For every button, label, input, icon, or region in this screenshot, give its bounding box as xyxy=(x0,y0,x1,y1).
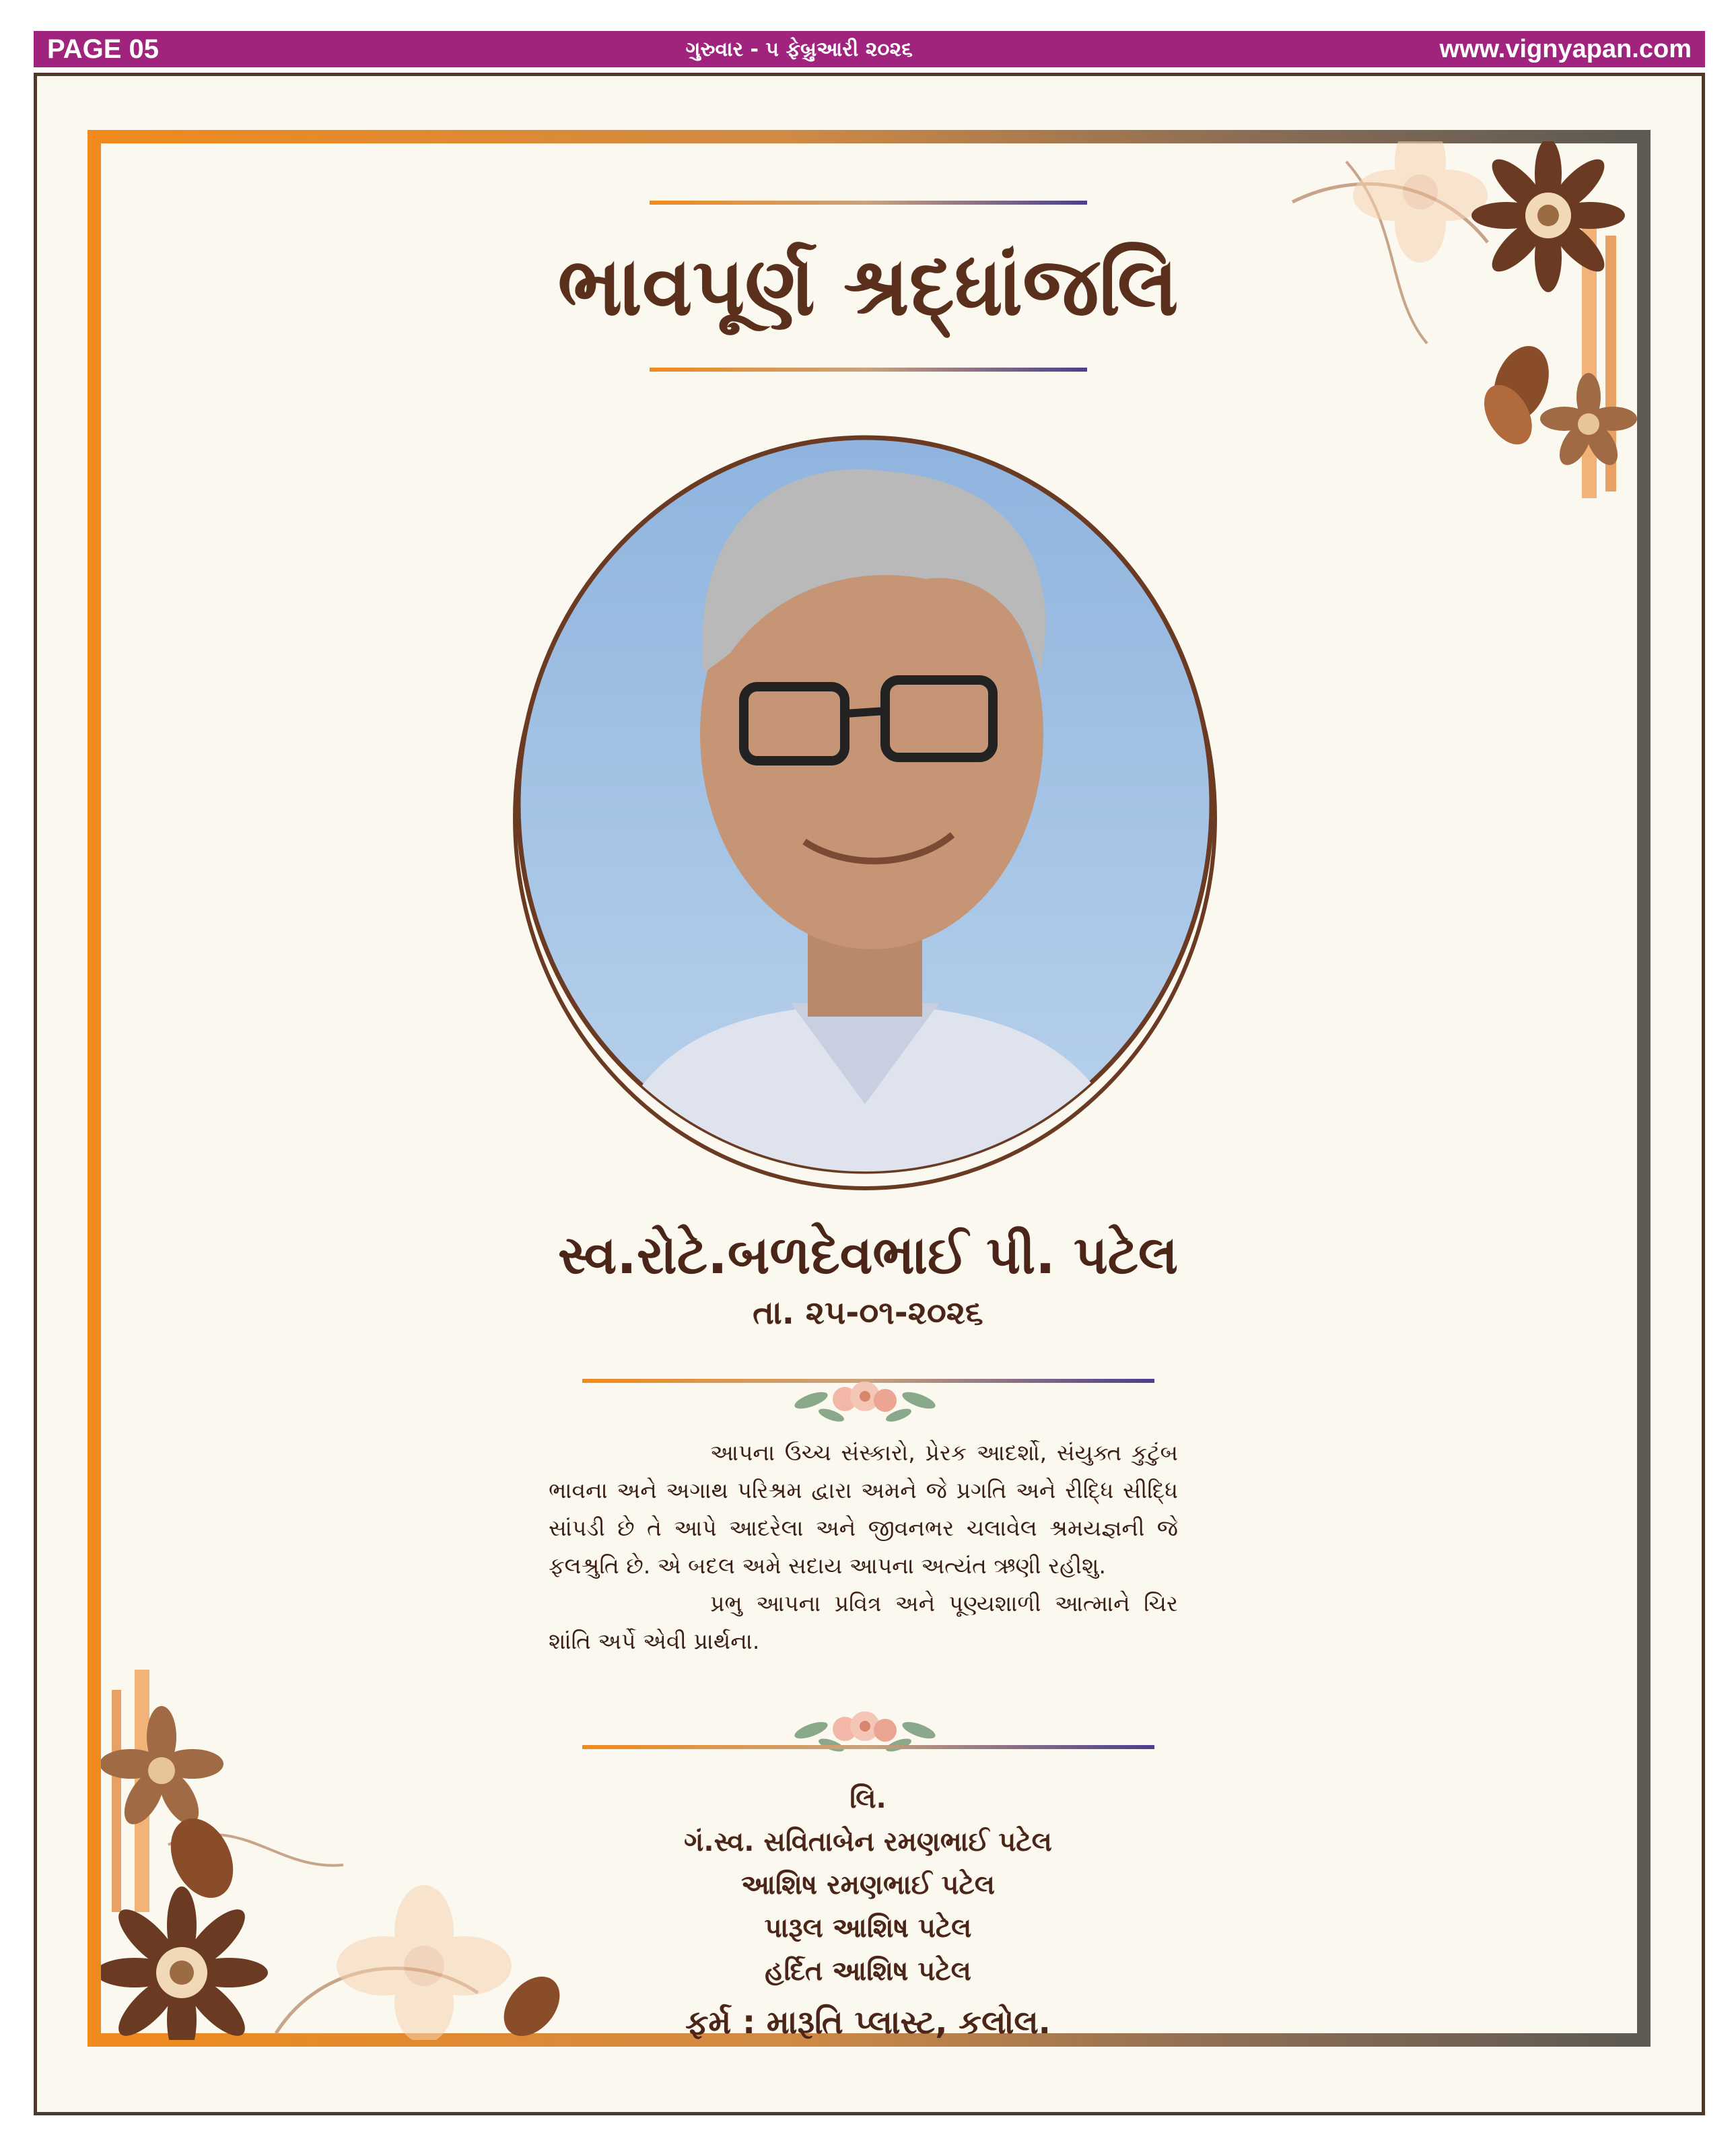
death-date: તા. ૨૫-૦૧-૨૦૨૬ xyxy=(753,1294,983,1332)
signer-name: ગં.સ્વ. સવિતાબેન રમણભાઈ પટેલ xyxy=(684,1827,1052,1858)
title-rule-bottom xyxy=(650,368,1087,372)
signers-heading: લિ. xyxy=(849,1783,887,1814)
deceased-name: સ્વ.રોટે.બળદેવભાઈ પી. પટેલ xyxy=(558,1225,1178,1286)
message-rule-bottom xyxy=(582,1745,1154,1749)
signer-name: હર્દિત આશિષ પટેલ xyxy=(765,1956,971,1987)
header-date: ગુરુવાર - ૫ ફેબ્રુઆરી ૨૦૨૬ xyxy=(685,37,913,61)
condolence-message xyxy=(549,1434,1178,1660)
signer-name: આશિષ રમણભાઈ પટેલ xyxy=(741,1870,995,1901)
firm-name: ફર્મ : મારૂતિ પ્લાસ્ટ, કલોલ. xyxy=(685,2004,1051,2041)
message-paragraph: પ્રભુ આપના પ્રવિત્ર અને પૂણ્યશાળી આત્માને ચિર શાંતિ અર્પે એવી પ્રાર્થના. xyxy=(549,1590,1178,1654)
tribute-title: ભાવપૂર્ણ શ્રદ્ધાંજલિ xyxy=(557,239,1179,334)
message-paragraph: આપના ઉચ્ચ સંસ્કારો, પ્રેરક આદર્શો, સંયુક્ત કુટુંબ ભાવના અને અગાથ પરિશ્રમ દ્વારા અમને જે પ્રગતિ અને રીદ્ધિ સીદ્ધિ સાંપડી છે તે આપે આદરેલા અને જીવનભર ચલાવેલ શ્રમયજ્ઞની જે ફલશ્રુતિ છે. એ બદલ અમે સદાય આપના અત્યંત ઋણી રહીશુ. xyxy=(549,1439,1178,1579)
portrait-photo xyxy=(508,431,1222,1192)
signers-block xyxy=(0,1777,1736,2044)
floral-divider-icon xyxy=(791,1373,939,1427)
signer-name: પારૂલ આશિષ પટેલ xyxy=(764,1913,972,1944)
header-bar xyxy=(34,31,1705,67)
page-label: PAGE 05 xyxy=(47,34,159,64)
website-link[interactable]: www.vignyapan.com xyxy=(1439,34,1692,63)
floral-divider-icon xyxy=(791,1703,939,1757)
title-rule-top xyxy=(650,201,1087,205)
